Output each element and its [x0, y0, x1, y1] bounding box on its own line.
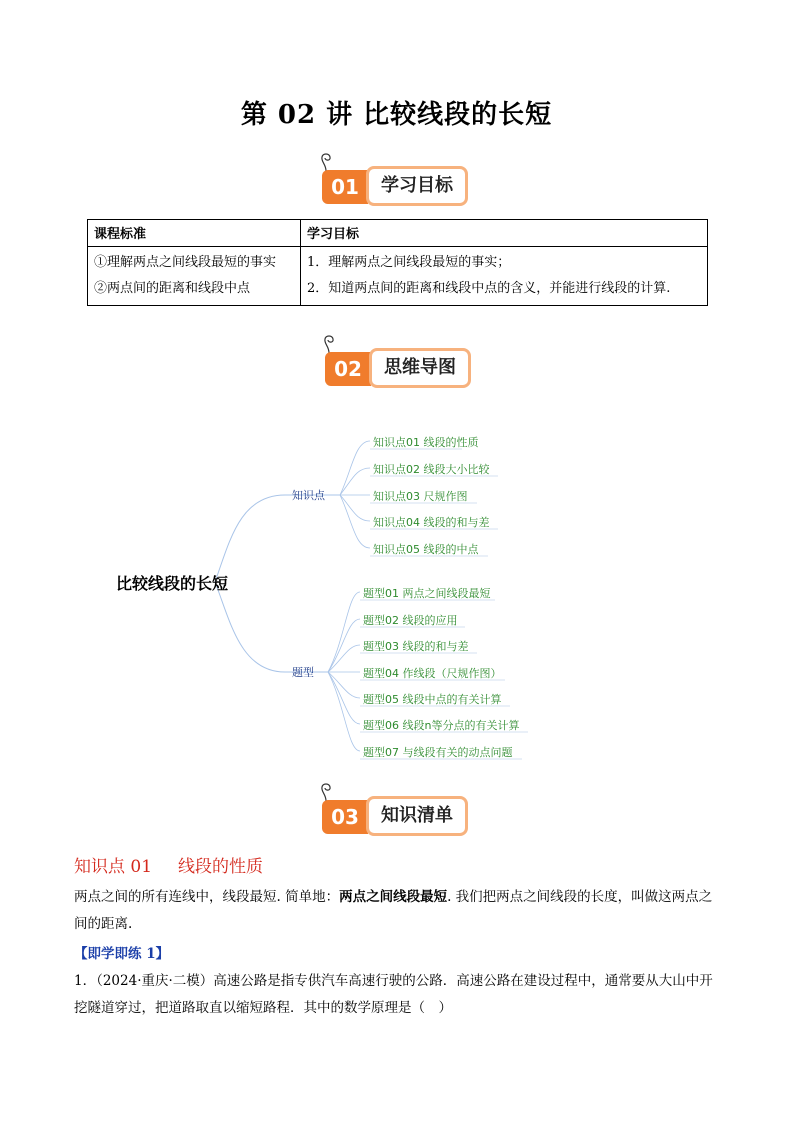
- mindmap-leaf: 知识点04 线段的和与差: [373, 516, 490, 529]
- curl-icon: [319, 782, 333, 802]
- curl-icon: [322, 334, 336, 354]
- badge-number: 03: [322, 800, 368, 834]
- badge-number: 02: [325, 352, 371, 386]
- section-name: 线段的性质: [178, 857, 264, 877]
- table-header: 学习目标: [301, 220, 708, 247]
- mindmap-leaf: 题型05 线段中点的有关计算: [363, 693, 502, 706]
- mindmap-leaf: 知识点05 线段的中点: [373, 543, 479, 556]
- mindmap-root: 比较线段的长短: [116, 574, 229, 593]
- page-title: 第 02 讲 比较线段的长短: [240, 100, 553, 130]
- question-text: 1．（2024·重庆·二模）高速公路是指专供汽车高速行驶的公路．高速公路在建设过程中，通常要从大山中开挖隧道穿过，把道路取直以缩短路程．其中的数学原理是（ ）: [74, 973, 713, 1016]
- para-text: . 我们把两点之间线段的长度，叫做这两点之间的距离.: [74, 889, 713, 932]
- mindmap-leaf: 题型04 作线段（尺规作图）: [363, 667, 502, 680]
- goal-line: 1．理解两点之间线段最短的事实；: [307, 255, 511, 270]
- mindmap-leaf: 知识点03 尺规作图: [373, 490, 468, 503]
- table-cell: [301, 247, 708, 306]
- badge-label: 学习目标: [366, 166, 468, 206]
- badge-label: 思维导图: [369, 348, 471, 388]
- mindmap-leaf: 知识点01 线段的性质: [373, 436, 479, 449]
- standard-line: ①理解两点之间线段最短的事实: [94, 255, 277, 270]
- standard-line: ②两点间的距离和线段中点: [94, 281, 251, 296]
- mindmap-leaf: 题型01 两点之间线段最短: [363, 587, 491, 600]
- mindmap-leaf: 题型06 线段n等分点的有关计算: [363, 719, 520, 732]
- section-heading: [74, 852, 289, 877]
- para-text: 两点之间的所有连线中，线段最短. 简单地：: [74, 889, 340, 905]
- mindmap-leaf: 知识点02 线段大小比较: [373, 463, 490, 476]
- curl-icon: [319, 152, 333, 172]
- mindmap-leaf: 题型02 线段的应用: [363, 614, 458, 627]
- mindmap-leaf: 题型07 与线段有关的动点问题: [363, 746, 513, 759]
- definition-paragraph: [74, 884, 724, 938]
- mindmap-branch-types: 题型: [292, 666, 314, 679]
- mindmap-leaf: 题型03 线段的和与差: [363, 640, 469, 653]
- goals-table: [87, 219, 708, 306]
- table-cell: [88, 247, 301, 306]
- table-header: 课程标准: [88, 220, 301, 247]
- para-emphasis: 两点之间线段最短: [339, 889, 448, 905]
- mindmap-branch-knowledge: 知识点: [292, 489, 325, 502]
- goal-line: 2．知道两点间的距离和线段中点的含义，并能进行线段的计算.: [307, 281, 671, 296]
- practice-label: 【即学即练 1】: [74, 946, 170, 962]
- section-number: 知识点 01: [74, 857, 153, 877]
- badge-label: 知识清单: [366, 796, 468, 836]
- badge-number: 01: [322, 170, 368, 204]
